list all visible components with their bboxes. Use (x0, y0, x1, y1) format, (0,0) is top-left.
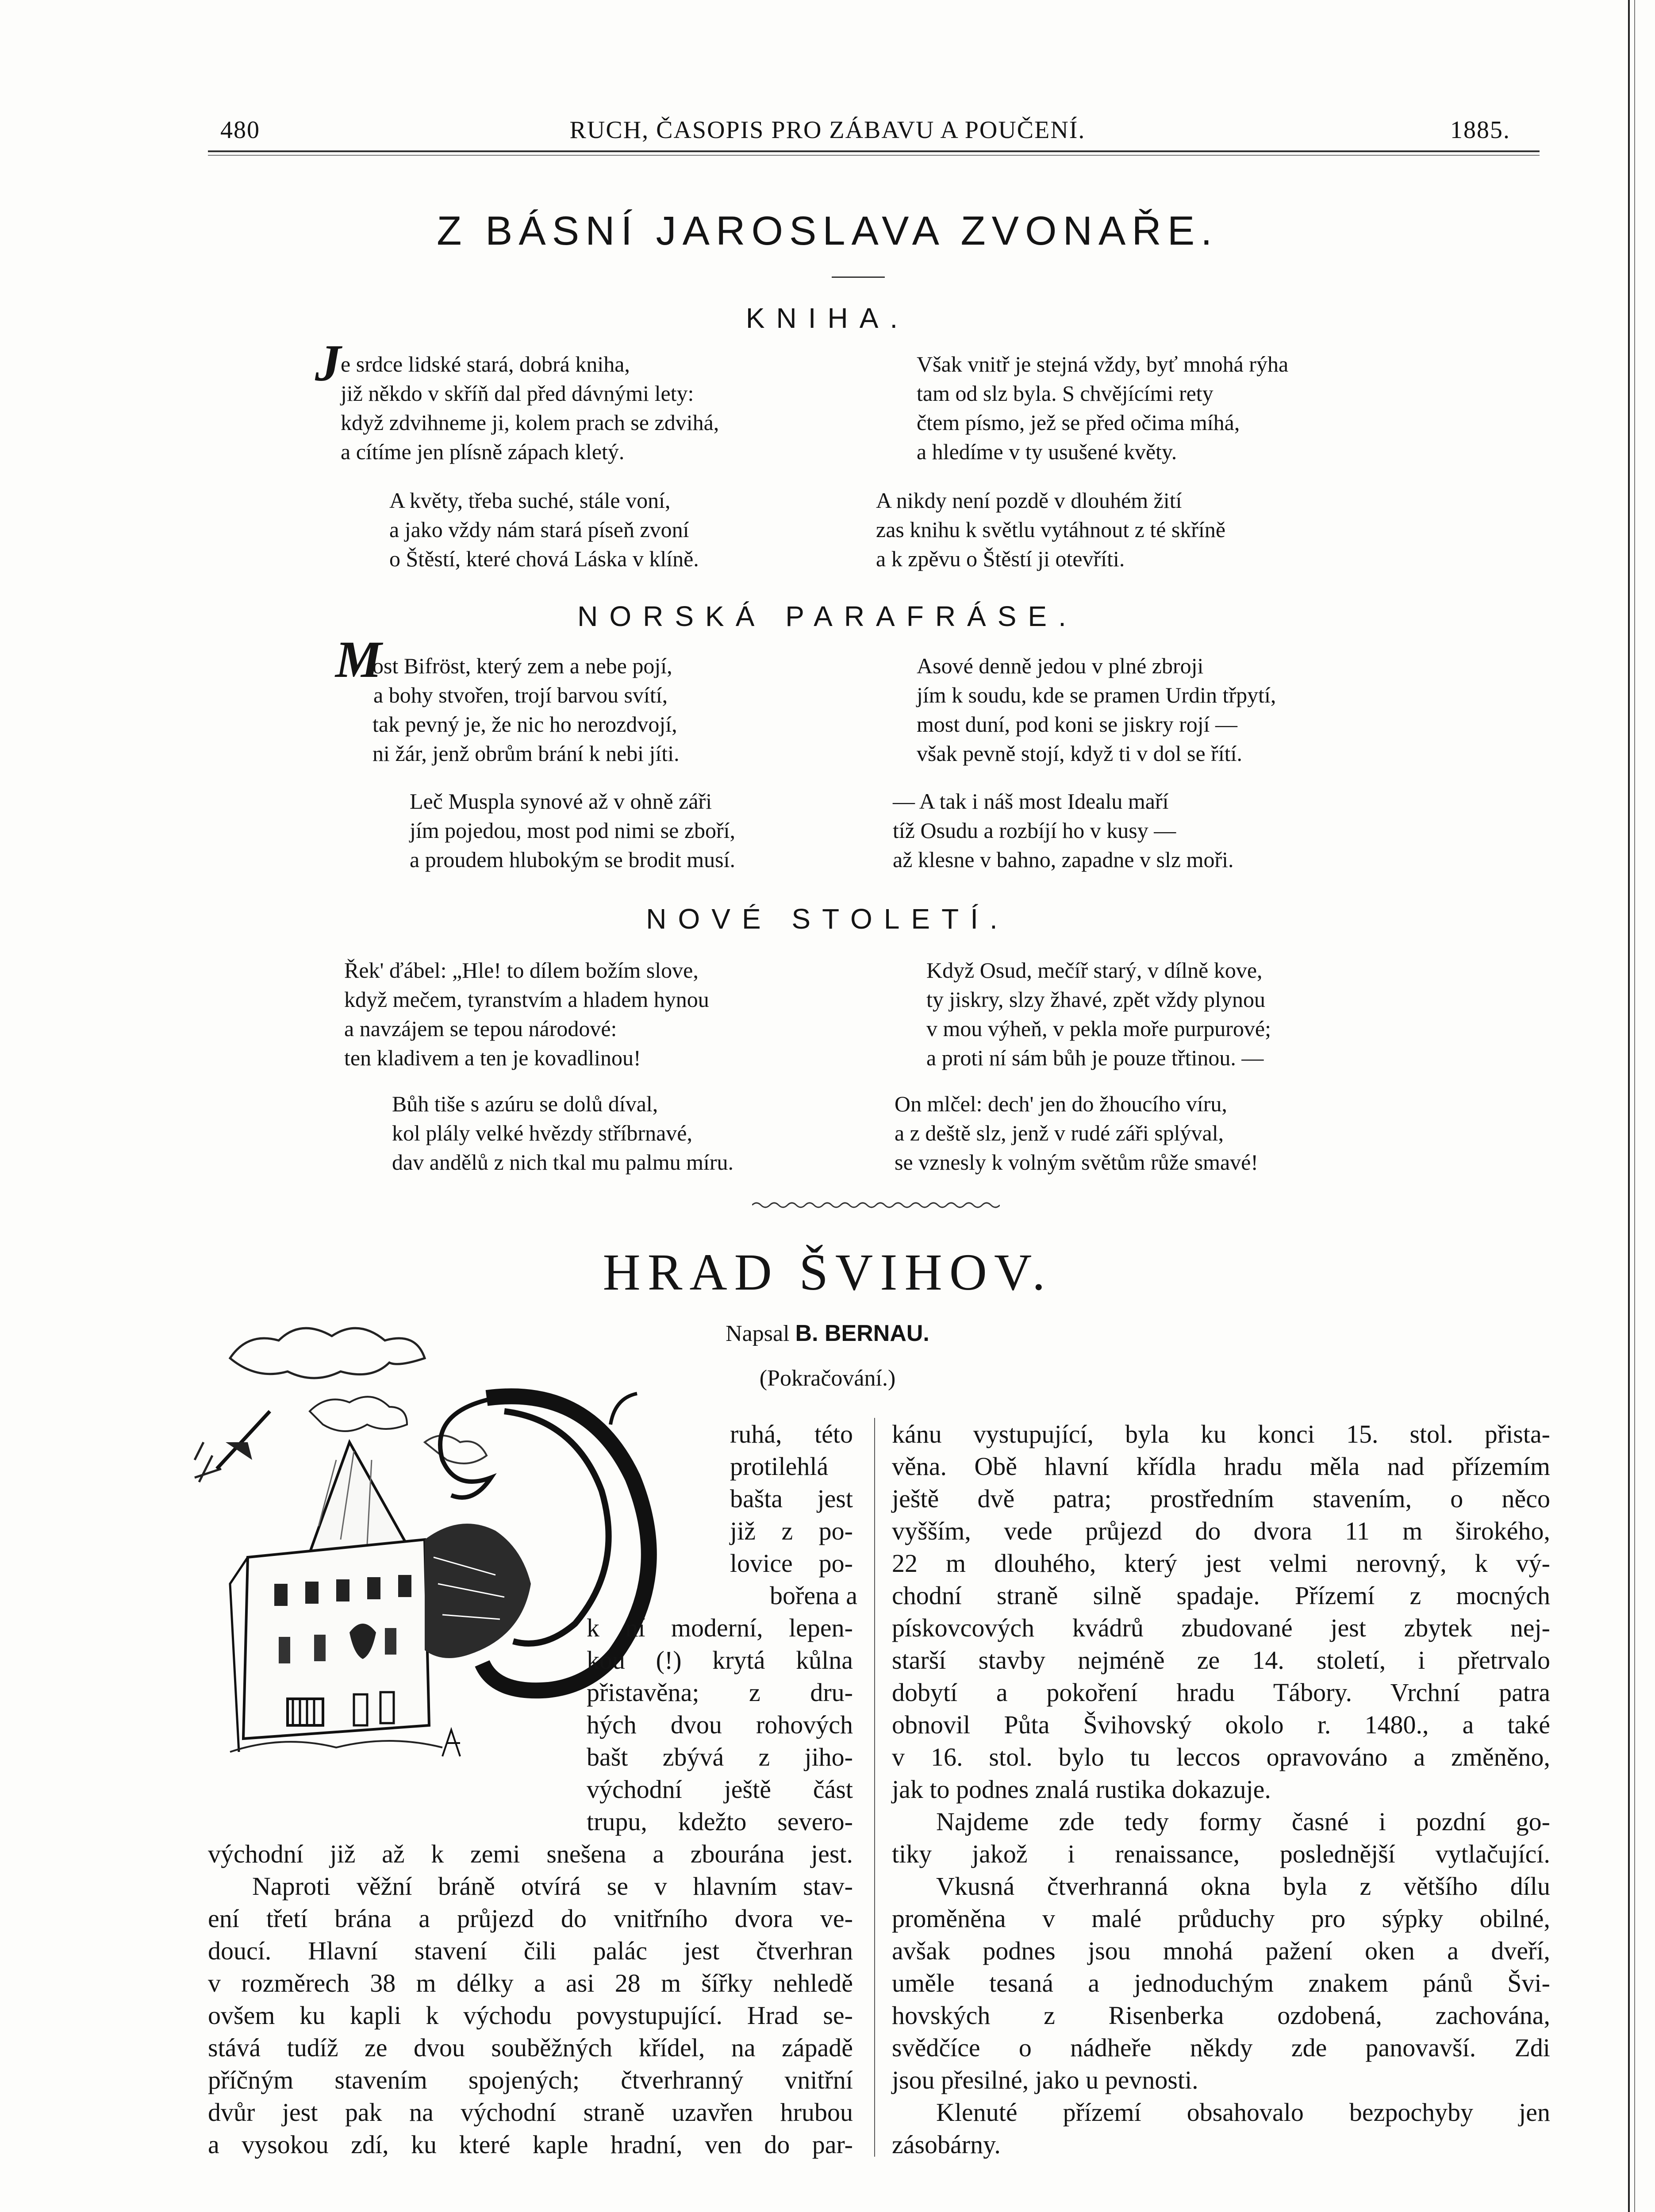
prose-line: kou (!) krytá kůlna (587, 1646, 853, 1674)
stoleti-left-stanza-2 (392, 1089, 733, 1177)
author-name: B. BERNAU. (795, 1321, 929, 1346)
verse-line: ten kladivem a ten je kovadlinou! (344, 1045, 641, 1070)
article-left-mid (587, 1612, 853, 1838)
kniha-left-stanza-1 (341, 349, 719, 466)
prose-line: ení třetí brána a průjezd do vnitřního dvora ve- (208, 1904, 853, 1933)
verse-line: On mlčel: dech' jen do žhoucího víru, (895, 1091, 1227, 1116)
prose-line: jak to podnes znalá rustika dokazuje. (892, 1775, 1271, 1804)
verse-line: ost Bifröst, který zem a nebe pojí, (372, 653, 672, 678)
verse-line: v mou výheň, v pekla moře purpurové; (926, 1016, 1271, 1041)
prose-line: doucí. Hlavní stavení čili palác jest čtverhran (208, 1936, 853, 1965)
section-title: Z BÁSNÍ JAROSLAVA ZVONAŘE. (437, 208, 1218, 253)
verse-line: a cítíme jen plísně zápach kletý. (341, 439, 625, 464)
poem-title-nove-stoleti: NOVÉ STOLETÍ. (646, 903, 1009, 935)
prose-line: Najdeme zde tedy formy časné i pozdní go- (936, 1807, 1550, 1836)
prose-line: kánu vystupující, byla ku konci 15. stol. přista- (892, 1420, 1550, 1448)
header-rule-thin (208, 155, 1540, 156)
prose-line: uměle tesaná a jednoduchým znakem pánů Švi- (892, 1969, 1550, 1997)
prose-line: Vkusná čtverhranná okna byla z většího dílu (936, 1872, 1550, 1901)
prose-line: obnovil Půta Švihovský okolo r. 1480., a také (892, 1710, 1550, 1739)
prose-line: přistavěna; z dru- (587, 1678, 853, 1707)
verse-line: jím k soudu, kde se pramen Urdin třpytí, (917, 683, 1276, 707)
dropcap-j: J (315, 334, 341, 392)
kniha-left-stanza-2 (389, 486, 699, 573)
verse-line: — A tak i náš most Idealu maří (893, 789, 1169, 814)
prose-line: a vysokou zdí, ku které kaple hradní, ven do par- (208, 2130, 853, 2159)
prose-line: zásobárny. (892, 2130, 1001, 2159)
verse-line: A květy, třeba suché, stále voní, (389, 488, 671, 513)
prose-line: Naproti věžní bráně otvírá se v hlavním stav- (252, 1872, 853, 1901)
column-separator (874, 1418, 875, 2157)
verse-line: Bůh tiše s azúru se dolů díval, (392, 1091, 658, 1116)
verse-line: A nikdy není pozdě v dlouhém žití (876, 488, 1182, 513)
prose-line: trupu, kdežto severo- (587, 1807, 853, 1836)
verse-line: se vznesly k volným světům růže smavé! (895, 1150, 1259, 1175)
stoleti-right-stanza-1 (926, 956, 1271, 1072)
verse-line: až klesne v bahno, zapadne v slz moři. (893, 847, 1234, 872)
verse-line: ty jiskry, slzy žhavé, zpět vždy plynou (926, 987, 1266, 1012)
byline-prefix: Napsal (726, 1321, 790, 1346)
norska-left-stanza-2 (410, 787, 735, 874)
stoleti-left-stanza-1 (344, 956, 709, 1072)
prose-line: věna. Obě hlavní křídla hradu měla nad přízemím (892, 1452, 1550, 1481)
prose-line: hých dvou rohových (587, 1710, 853, 1739)
verse-line: tíž Osudu a rozbíjí ho v kusy — (893, 818, 1176, 843)
verse-line: most duní, pod koni se jiskry rojí — (917, 712, 1237, 737)
verse-line: Leč Muspla synové až v ohně záři (410, 789, 712, 814)
continued-note: (Pokračování.) (759, 1366, 896, 1391)
verse-line: o Štěstí, které chová Láska v klíně. (389, 546, 699, 571)
prose-line: v 16. stol. bylo tu leccos opravováno a změněno, (892, 1743, 1550, 1771)
dropcap-m: M (335, 630, 382, 688)
prose-line: tiky jakož i renaissance, poslednější vytlačující. (892, 1839, 1550, 1868)
article-left-full (208, 1838, 853, 2161)
wavy-separator-ornament (752, 1200, 1000, 1210)
verse-line: však pevně stojí, když ti v dol se řítí. (917, 741, 1243, 766)
verse-line: ni žár, jenž obrům brání k nebi jíti. (372, 741, 680, 766)
verse-line: jím pojedou, most pod nimi se zboří, (410, 818, 736, 843)
kniha-right-stanza-1 (917, 349, 1288, 466)
verse-line: a navzájem se tepou národové: (344, 1016, 617, 1041)
header-rule (208, 150, 1540, 152)
kniha-right-stanza-2 (876, 486, 1225, 573)
prose-line: avšak podnes jsou mnohá pažení oken a dveří, (892, 1936, 1550, 1965)
verse-line: a jako vždy nám stará píseň zvoní (389, 517, 689, 542)
prose-line: již z po- (730, 1517, 853, 1545)
verse-line: a k zpěvu o Štěstí ji otevříti. (876, 546, 1125, 571)
verse-line: Asové denně jedou v plné zbroji (917, 653, 1204, 678)
prose-line: jsou přesilné, jako u pevnosti. (892, 2066, 1198, 2094)
verse-line: tam od slz byla. S chvějícími rety (917, 381, 1213, 406)
prose-line: 22 m dlouhého, který jest velmi nerovný, k vý- (892, 1549, 1550, 1578)
title-divider (832, 276, 885, 278)
verse-line: a proudem hlubokým se brodit musí. (410, 847, 736, 872)
prose-line: dvůr jest pak na východní straně uzavřen hrubou (208, 2098, 853, 2127)
verse-line: čtem písmo, jež se před očima míhá, (917, 410, 1240, 435)
prose-line: k ní moderní, lepen- (587, 1613, 853, 1642)
prose-line: starší stavby nejméně ze 14. století, i přetrvalo (892, 1646, 1550, 1674)
prose-line: ovšem ku kapli k východu povystupující. Hrad se- (208, 2001, 853, 2030)
verse-line: Však vnitř je stejná vždy, byť mnohá rýha (917, 352, 1289, 376)
verse-line: Řek' ďábel: „Hle! to dílem božím slove, (344, 958, 699, 983)
prose-line: stává tudíž ze dvou souběžných křídel, na západě (208, 2033, 853, 2062)
prose-line: dobytí a pokoření hradu Tábory. Vrchní patra (892, 1678, 1550, 1707)
verse-line: a bohy stvořen, trojí barvou svítí, (373, 683, 668, 707)
journal-title: RUCH, ČASOPIS PRO ZÁBAVU A POUČENÍ. (569, 116, 1086, 144)
prose-line: vyšším, vede průjezd do dvora 11 m širokého, (892, 1517, 1550, 1545)
verse-line: e srdce lidské stará, dobrá kniha, (341, 352, 630, 376)
prose-line: Klenuté přízemí obsahovalo bezpochyby jen (936, 2098, 1550, 2127)
norska-right-stanza-2 (893, 787, 1234, 874)
article-right-column (892, 1418, 1550, 2161)
verse-line: kol plály velké hvězdy stříbrnavé, (392, 1121, 692, 1145)
prose-line: bašta jest (730, 1484, 853, 1513)
prose-line: v rozměrech 38 m délky a asi 28 m šířky nehledě (208, 1969, 853, 1997)
prose-line: hovských z Risenberka ozdobená, zachována, (892, 2001, 1550, 2030)
prose-line: protilehlá (730, 1452, 829, 1481)
verse-line: již někdo v skříň dal před dávnými lety: (341, 381, 694, 406)
stoleti-right-stanza-2 (895, 1089, 1258, 1177)
verse-line: tak pevný je, že nic ho nerozdvojí, (372, 712, 677, 737)
poem-title-kniha: KNIHA. (745, 302, 910, 334)
verse-line: a proti ní sám bůh je pouze třtinou. — (926, 1045, 1264, 1070)
verse-line: když zdvihneme ji, kolem prach se zdvihá, (341, 410, 719, 435)
prose-line: ruhá, této (730, 1420, 853, 1448)
verse-line: Když Osud, mečíř starý, v dílně kove, (926, 958, 1263, 983)
prose-line: bašt zbývá z jiho- (587, 1743, 853, 1771)
header-year: 1885. (1450, 116, 1510, 144)
page-number: 480 (220, 116, 260, 144)
norska-right-stanza-1 (917, 651, 1276, 768)
norska-left-stanza-1 (372, 651, 680, 768)
prose-line: lovice po- (730, 1549, 853, 1578)
article-left-wrap (730, 1418, 858, 1612)
prose-line: bořena a (770, 1581, 858, 1610)
prose-line: příčným stavením spojených; čtverhranný vnitřní (208, 2066, 853, 2094)
verse-line: a hledíme v ty usušené květy. (917, 439, 1177, 464)
prose-line: proměněna v malé průduchy pro sýpky obilné, (892, 1904, 1550, 1933)
poem-title-norska: NORSKÁ PARAFRÁSE. (577, 600, 1078, 632)
verse-line: a z deště slz, jenž v rudé záři splýval, (895, 1121, 1224, 1145)
verse-line: dav andělů z nich tkal mu palmu míru. (392, 1150, 734, 1175)
article-title: HRAD ŠVIHOV. (603, 1243, 1052, 1301)
verse-line: zas knihu k světlu vytáhnout z té skříně (876, 517, 1226, 542)
verse-line: když mečem, tyranstvím a hladem hynou (344, 987, 709, 1012)
prose-line: svědčíce o nádheře někdy zde panovavší. Zdi (892, 2033, 1550, 2062)
prose-line: ještě dvě patra; prostředním stavením, o něco (892, 1484, 1550, 1513)
prose-line: chodní straně silně spadaje. Přízemí z mocných (892, 1581, 1550, 1610)
prose-line: východní již až k zemi snešena a zbourána jest. (208, 1839, 853, 1868)
prose-line: pískovcových kvádrů zbudované jest zbytek nej- (892, 1613, 1550, 1642)
prose-line: východní ještě část (587, 1775, 853, 1804)
